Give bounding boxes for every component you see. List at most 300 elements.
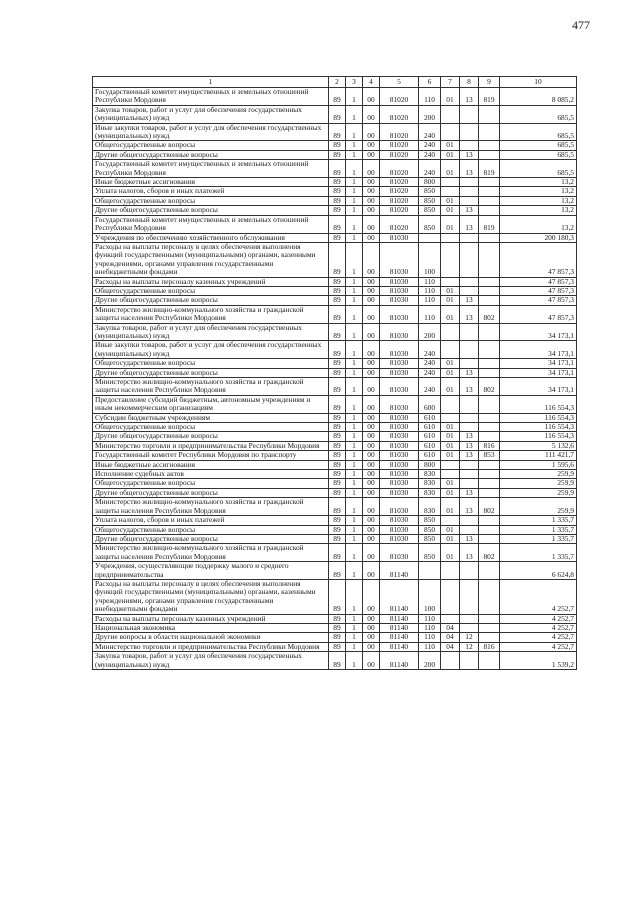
row-description: Общегосударственные вопросы [93, 479, 329, 488]
row-description: Общегосударственные вопросы [93, 141, 329, 150]
row-section: 01 [441, 141, 460, 150]
row-section: 01 [441, 150, 460, 159]
row-department: 816 [479, 441, 500, 450]
row-target-code: 81140 [380, 642, 419, 651]
row-section: 01 [441, 432, 460, 441]
row-code-a: 89 [329, 623, 346, 632]
header-cell: 9 [479, 77, 500, 88]
row-expense-type: 800 [419, 460, 441, 469]
row-description: Закупка товаров, работ и услуг для обеспечения государственных (муниципальных) нужд [93, 323, 329, 341]
row-target-code: 81030 [380, 359, 419, 368]
row-description: Исполнение судебных актов [93, 470, 329, 479]
row-department: 802 [479, 544, 500, 562]
table-row [93, 305, 577, 323]
row-department [479, 623, 500, 632]
row-code-c: 00 [363, 498, 380, 516]
row-section: 01 [441, 206, 460, 215]
row-code-a: 89 [329, 187, 346, 196]
row-department [479, 368, 500, 377]
row-description: Общегосударственные вопросы [93, 196, 329, 205]
table-row [93, 378, 577, 396]
row-subsection [460, 286, 479, 295]
row-department [479, 534, 500, 543]
row-code-c: 00 [363, 633, 380, 642]
row-code-a: 89 [329, 423, 346, 432]
row-department [479, 105, 500, 123]
row-target-code: 81020 [380, 215, 419, 233]
row-section: 04 [441, 623, 460, 632]
row-code-a: 89 [329, 652, 346, 670]
row-code-b: 1 [346, 160, 363, 178]
header-cell: 1 [93, 77, 329, 88]
row-subsection [460, 562, 479, 580]
row-code-c: 00 [363, 141, 380, 150]
row-subsection [460, 341, 479, 359]
row-amount: 116 554,3 [500, 432, 577, 441]
row-section [441, 123, 460, 141]
row-section: 01 [441, 215, 460, 233]
row-target-code: 81030 [380, 423, 419, 432]
row-target-code: 81030 [380, 460, 419, 469]
row-department [479, 470, 500, 479]
row-expense-type: 240 [419, 368, 441, 377]
row-section [441, 277, 460, 286]
row-code-a: 89 [329, 633, 346, 642]
row-department [479, 614, 500, 623]
row-code-a: 89 [329, 141, 346, 150]
row-description: Государственный комитет имущественных и земельных отношений Республики Мордовия [93, 160, 329, 178]
row-target-code: 81030 [380, 525, 419, 534]
row-code-b: 1 [346, 88, 363, 106]
row-target-code: 81020 [380, 105, 419, 123]
row-amount: 1 335,7 [500, 544, 577, 562]
row-code-a: 89 [329, 178, 346, 187]
table-row [93, 488, 577, 497]
row-amount: 259,9 [500, 479, 577, 488]
row-description: Иные закупки товаров, работ и услуг для обеспечения государственных (муниципальных) нужд [93, 341, 329, 359]
row-code-a: 89 [329, 242, 346, 277]
row-subsection [460, 423, 479, 432]
row-section [441, 516, 460, 525]
row-code-a: 89 [329, 341, 346, 359]
row-code-c: 00 [363, 652, 380, 670]
row-target-code: 81030 [380, 413, 419, 422]
row-target-code: 81140 [380, 633, 419, 642]
table-row [93, 413, 577, 422]
row-code-b: 1 [346, 323, 363, 341]
table-row [93, 286, 577, 295]
table-row [93, 215, 577, 233]
row-code-c: 00 [363, 88, 380, 106]
row-target-code: 81020 [380, 88, 419, 106]
row-code-c: 00 [363, 614, 380, 623]
row-section: 01 [441, 88, 460, 106]
row-amount: 685,5 [500, 105, 577, 123]
row-code-b: 1 [346, 141, 363, 150]
row-section [441, 187, 460, 196]
row-section: 01 [441, 305, 460, 323]
row-code-b: 1 [346, 178, 363, 187]
row-expense-type: 110 [419, 88, 441, 106]
header-cell: 7 [441, 77, 460, 88]
row-code-c: 00 [363, 233, 380, 242]
row-code-a: 89 [329, 516, 346, 525]
row-expense-type: 240 [419, 378, 441, 396]
row-description: Другие вопросы в области национальной экономики [93, 633, 329, 642]
row-code-b: 1 [346, 432, 363, 441]
row-code-b: 1 [346, 296, 363, 305]
row-code-b: 1 [346, 525, 363, 534]
row-description: Расходы на выплаты персоналу в целях обеспечения выполнения функций государственными (муниципальными) органами, казенными учреждениями, органами управления государственными внебюджетными фондами [93, 579, 329, 614]
row-code-b: 1 [346, 123, 363, 141]
row-code-a: 89 [329, 233, 346, 242]
row-description: Государственный комитет имущественных и земельных отношений Республики Мордовия [93, 215, 329, 233]
row-amount: 685,5 [500, 160, 577, 178]
row-description: Другие общегосударственные вопросы [93, 488, 329, 497]
row-amount: 1 539,2 [500, 652, 577, 670]
row-description: Министерство жилищно-коммунального хозяйства и гражданской защиты населения Республики Мордовия [93, 378, 329, 396]
row-description: Министерство жилищно-коммунального хозяйства и гражданской защиты населения Республики Мордовия [93, 544, 329, 562]
row-amount: 47 857,3 [500, 286, 577, 295]
row-expense-type: 110 [419, 286, 441, 295]
row-code-b: 1 [346, 277, 363, 286]
row-subsection [460, 196, 479, 205]
row-subsection: 13 [460, 432, 479, 441]
row-department [479, 432, 500, 441]
row-description: Уплата налогов, сборов и иных платежей [93, 187, 329, 196]
row-amount: 1 595,6 [500, 460, 577, 469]
row-target-code: 81030 [380, 233, 419, 242]
row-code-a: 89 [329, 359, 346, 368]
row-department [479, 196, 500, 205]
row-target-code: 81030 [380, 534, 419, 543]
row-code-a: 89 [329, 441, 346, 450]
row-target-code: 81020 [380, 187, 419, 196]
row-department [479, 141, 500, 150]
row-code-c: 00 [363, 305, 380, 323]
row-section: 01 [441, 488, 460, 497]
row-department [479, 579, 500, 614]
row-amount: 685,5 [500, 123, 577, 141]
row-subsection [460, 652, 479, 670]
row-description: Общегосударственные вопросы [93, 525, 329, 534]
table-row [93, 105, 577, 123]
header-cell: 3 [346, 77, 363, 88]
row-expense-type: 110 [419, 277, 441, 286]
row-code-c: 00 [363, 413, 380, 422]
row-subsection [460, 470, 479, 479]
row-target-code: 81030 [380, 277, 419, 286]
row-subsection [460, 623, 479, 632]
row-department [479, 233, 500, 242]
row-subsection: 13 [460, 206, 479, 215]
row-target-code: 81030 [380, 368, 419, 377]
row-amount: 4 252,7 [500, 633, 577, 642]
row-code-c: 00 [363, 378, 380, 396]
row-subsection: 13 [460, 498, 479, 516]
table-row [93, 123, 577, 141]
row-section: 01 [441, 286, 460, 295]
row-expense-type: 240 [419, 141, 441, 150]
row-code-b: 1 [346, 460, 363, 469]
row-section: 04 [441, 633, 460, 642]
table-row [93, 187, 577, 196]
row-code-a: 89 [329, 196, 346, 205]
row-expense-type: 110 [419, 633, 441, 642]
row-subsection [460, 105, 479, 123]
table-row [93, 623, 577, 632]
table-row [93, 296, 577, 305]
row-description: Уплата налогов, сборов и иных платежей [93, 516, 329, 525]
table-row [93, 479, 577, 488]
row-description: Иные закупки товаров, работ и услуг для обеспечения государственных (муниципальных) нужд [93, 123, 329, 141]
row-code-c: 00 [363, 206, 380, 215]
row-code-a: 89 [329, 296, 346, 305]
row-target-code: 81140 [380, 614, 419, 623]
row-amount: 116 554,3 [500, 423, 577, 432]
row-code-a: 89 [329, 488, 346, 497]
row-department [479, 413, 500, 422]
row-subsection [460, 579, 479, 614]
row-target-code: 81030 [380, 479, 419, 488]
row-expense-type: 850 [419, 534, 441, 543]
table-row [93, 160, 577, 178]
row-code-b: 1 [346, 233, 363, 242]
row-description: Учреждения, осуществляющие поддержку малого и среднего предпринимательства [93, 562, 329, 580]
row-description: Другие общегосударственные вопросы [93, 368, 329, 377]
row-expense-type: 600 [419, 395, 441, 413]
row-amount: 13,2 [500, 178, 577, 187]
row-code-a: 89 [329, 614, 346, 623]
row-code-c: 00 [363, 623, 380, 632]
row-code-a: 89 [329, 215, 346, 233]
row-subsection: 12 [460, 633, 479, 642]
row-section: 01 [441, 196, 460, 205]
row-expense-type: 240 [419, 123, 441, 141]
row-target-code: 81020 [380, 160, 419, 178]
table-row [93, 432, 577, 441]
row-amount: 34 173,1 [500, 378, 577, 396]
row-department [479, 296, 500, 305]
row-amount: 116 554,3 [500, 413, 577, 422]
row-section: 01 [441, 534, 460, 543]
row-code-a: 89 [329, 544, 346, 562]
row-section: 01 [441, 498, 460, 516]
row-code-b: 1 [346, 544, 363, 562]
row-code-c: 00 [363, 488, 380, 497]
table-body [93, 88, 577, 670]
row-department: 816 [479, 642, 500, 651]
table-row [93, 642, 577, 651]
row-subsection [460, 460, 479, 469]
row-expense-type: 850 [419, 187, 441, 196]
row-expense-type: 200 [419, 652, 441, 670]
row-department [479, 286, 500, 295]
row-code-a: 89 [329, 150, 346, 159]
row-amount: 4 252,7 [500, 623, 577, 632]
row-code-c: 00 [363, 160, 380, 178]
table-row [93, 323, 577, 341]
row-target-code: 81030 [380, 470, 419, 479]
row-subsection: 13 [460, 296, 479, 305]
row-subsection [460, 277, 479, 286]
row-target-code: 81030 [380, 395, 419, 413]
row-code-b: 1 [346, 215, 363, 233]
row-code-c: 00 [363, 368, 380, 377]
table-row [93, 423, 577, 432]
row-target-code: 81030 [380, 451, 419, 460]
row-expense-type: 110 [419, 614, 441, 623]
row-code-b: 1 [346, 623, 363, 632]
row-code-b: 1 [346, 187, 363, 196]
row-amount: 13,2 [500, 206, 577, 215]
row-expense-type: 200 [419, 105, 441, 123]
row-code-c: 00 [363, 579, 380, 614]
row-department [479, 242, 500, 277]
row-description: Предоставление субсидий бюджетным, автономным учреждениям и иным некоммерческим организациям [93, 395, 329, 413]
row-expense-type: 240 [419, 150, 441, 159]
row-section: 01 [441, 296, 460, 305]
row-description: Другие общегосударственные вопросы [93, 296, 329, 305]
row-amount: 34 173,1 [500, 368, 577, 377]
row-code-b: 1 [346, 196, 363, 205]
budget-table [92, 76, 577, 670]
row-code-a: 89 [329, 432, 346, 441]
row-code-c: 00 [363, 323, 380, 341]
table-row [93, 579, 577, 614]
row-target-code: 81030 [380, 296, 419, 305]
row-target-code: 81140 [380, 623, 419, 632]
row-code-c: 00 [363, 441, 380, 450]
row-amount: 47 857,3 [500, 277, 577, 286]
row-amount: 4 252,7 [500, 579, 577, 614]
row-section: 01 [441, 368, 460, 377]
table-row [93, 470, 577, 479]
row-code-a: 89 [329, 105, 346, 123]
row-expense-type: 240 [419, 359, 441, 368]
row-target-code: 81020 [380, 206, 419, 215]
row-code-a: 89 [329, 123, 346, 141]
row-target-code: 81020 [380, 178, 419, 187]
row-amount: 685,5 [500, 150, 577, 159]
row-amount: 685,5 [500, 141, 577, 150]
row-subsection [460, 359, 479, 368]
row-section: 01 [441, 479, 460, 488]
row-description: Расходы на выплаты персоналу в целях обеспечения выполнения функций государственными (муниципальными) органами, казенными учреждениями, органами управления государственными внебюджетными фондами [93, 242, 329, 277]
table-row [93, 359, 577, 368]
row-department [479, 423, 500, 432]
row-subsection: 13 [460, 488, 479, 497]
row-section [441, 242, 460, 277]
row-expense-type: 850 [419, 206, 441, 215]
header-cell: 2 [329, 77, 346, 88]
row-code-b: 1 [346, 633, 363, 642]
row-expense-type: 240 [419, 160, 441, 178]
row-expense-type: 850 [419, 516, 441, 525]
row-code-b: 1 [346, 286, 363, 295]
row-code-b: 1 [346, 441, 363, 450]
row-target-code: 81030 [380, 488, 419, 497]
row-code-a: 89 [329, 460, 346, 469]
row-target-code: 81030 [380, 378, 419, 396]
row-department [479, 460, 500, 469]
row-amount: 13,2 [500, 187, 577, 196]
row-expense-type: 850 [419, 215, 441, 233]
row-code-c: 00 [363, 196, 380, 205]
row-description: Министерство жилищно-коммунального хозяйства и гражданской защиты населения Республики Мордовия [93, 305, 329, 323]
row-code-c: 00 [363, 451, 380, 460]
row-code-a: 89 [329, 579, 346, 614]
row-department: 853 [479, 451, 500, 460]
row-amount: 1 335,7 [500, 525, 577, 534]
row-code-a: 89 [329, 470, 346, 479]
row-expense-type: 800 [419, 178, 441, 187]
row-department [479, 652, 500, 670]
row-department: 819 [479, 160, 500, 178]
row-description: Другие общегосударственные вопросы [93, 150, 329, 159]
row-code-a: 89 [329, 378, 346, 396]
row-expense-type: 240 [419, 341, 441, 359]
row-department [479, 633, 500, 642]
row-description: Общегосударственные вопросы [93, 423, 329, 432]
row-amount: 116 554,3 [500, 395, 577, 413]
row-expense-type: 830 [419, 498, 441, 516]
row-code-a: 89 [329, 534, 346, 543]
row-section [441, 323, 460, 341]
budget-table-wrapper [92, 76, 576, 670]
row-target-code: 81030 [380, 441, 419, 450]
row-code-b: 1 [346, 150, 363, 159]
row-department [479, 123, 500, 141]
row-code-a: 89 [329, 277, 346, 286]
row-description: Другие общегосударственные вопросы [93, 206, 329, 215]
row-code-c: 00 [363, 178, 380, 187]
row-expense-type: 100 [419, 242, 441, 277]
row-department [479, 516, 500, 525]
row-amount: 4 252,7 [500, 642, 577, 651]
row-expense-type: 830 [419, 488, 441, 497]
row-code-b: 1 [346, 479, 363, 488]
table-row [93, 141, 577, 150]
row-code-c: 00 [363, 432, 380, 441]
row-expense-type: 830 [419, 470, 441, 479]
row-code-b: 1 [346, 562, 363, 580]
row-department [479, 341, 500, 359]
row-code-c: 00 [363, 296, 380, 305]
table-row [93, 395, 577, 413]
row-expense-type: 110 [419, 623, 441, 632]
table-row [93, 544, 577, 562]
row-description: Расходы на выплаты персоналу казенных учреждений [93, 277, 329, 286]
row-subsection [460, 187, 479, 196]
row-code-b: 1 [346, 341, 363, 359]
table-row [93, 562, 577, 580]
row-code-b: 1 [346, 470, 363, 479]
row-target-code: 81030 [380, 432, 419, 441]
row-section: 01 [441, 160, 460, 178]
row-section [441, 460, 460, 469]
row-section: 01 [441, 544, 460, 562]
row-code-c: 00 [363, 341, 380, 359]
row-department [479, 323, 500, 341]
row-target-code: 81030 [380, 341, 419, 359]
header-cell: 10 [500, 77, 577, 88]
table-row [93, 516, 577, 525]
row-expense-type: 850 [419, 196, 441, 205]
row-target-code: 81030 [380, 544, 419, 562]
row-expense-type: 100 [419, 579, 441, 614]
row-subsection: 13 [460, 160, 479, 178]
